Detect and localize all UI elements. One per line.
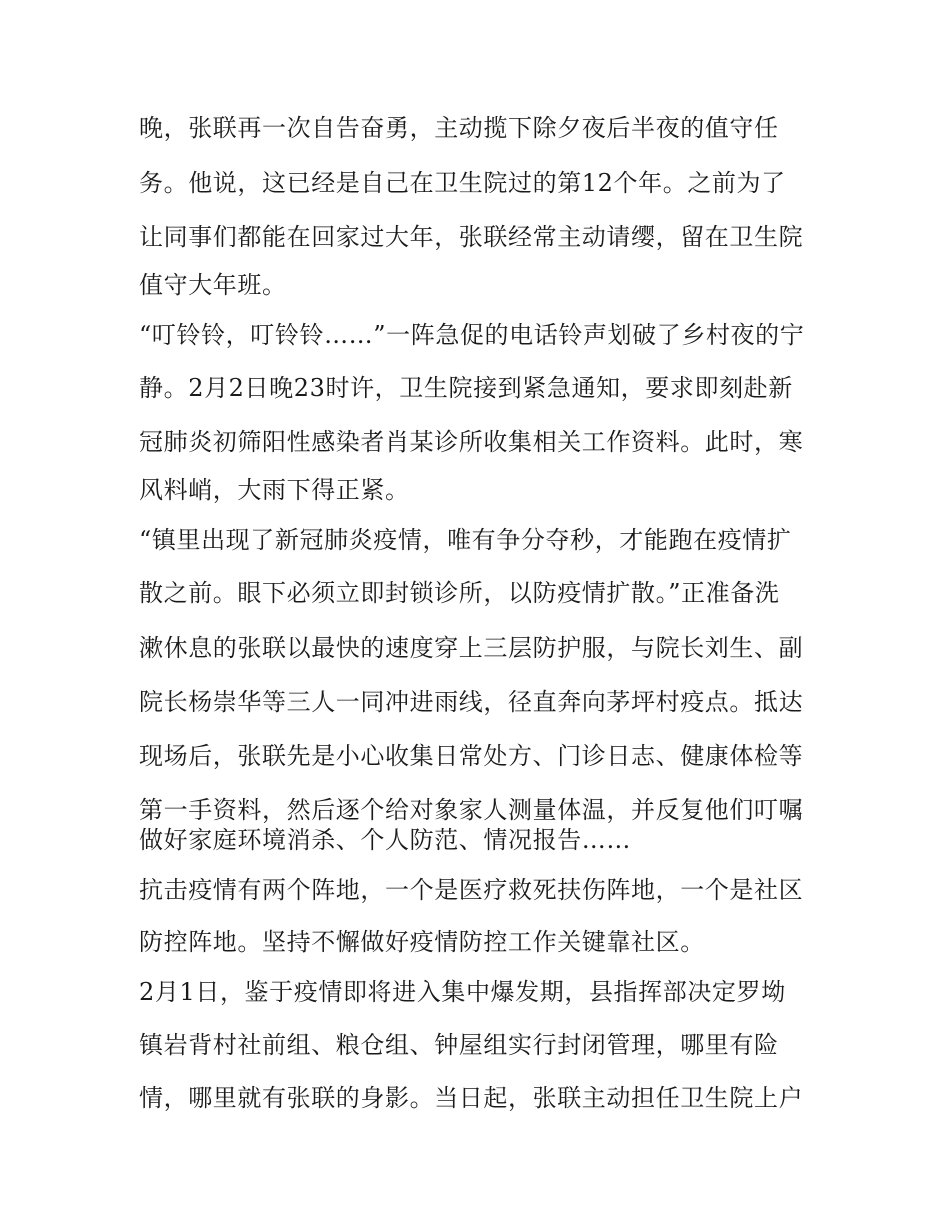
text-line: 2月1日，鉴于疫情即将进入集中爆发期，县指挥部决定罗坳 — [139, 978, 786, 1006]
text-line: 第一手资料，然后逐个给对象家人测量体温，并反复他们叮嘱 — [139, 796, 804, 824]
text-line: 院长杨崇华等三人一同冲进雨线，径直奔向茅坪村疫点。抵达 — [139, 688, 804, 716]
text-line: 漱休息的张联以最快的速度穿上三层防护服，与院长刘生、副 — [139, 634, 804, 662]
text-line: 散之前。眼下必须立即封锁诊所，以防疫情扩散。”正准备洗 — [139, 579, 780, 607]
text-line: 风料峭，大雨下得正紧。 — [139, 476, 410, 504]
text-line: 防控阵地。坚持不懈做好疫情防控工作关键靠社区。 — [139, 928, 705, 956]
text-line: 冠肺炎初筛阳性感染者肖某诊所收集相关工作资料。此时，寒 — [139, 428, 804, 456]
text-line: 现场后，张联先是小心收集日常处方、门诊日志、健康体检等 — [139, 742, 804, 770]
text-line: 务。他说，这已经是自己在卫生院过的第12个年。之前为了 — [139, 169, 786, 197]
text-line: 晚，张联再一次自告奋勇，主动揽下除夕夜后半夜的值守任 — [139, 114, 779, 142]
text-line: 值守大年班。 — [139, 271, 287, 299]
text-line: “镇里出现了新冠肺炎疫情，唯有争分夺秒，才能跑在疫情扩 — [139, 526, 792, 554]
text-line: 让同事们都能在回家过大年，张联经常主动请缨，留在卫生院 — [139, 223, 804, 251]
text-line: 镇岩背村社前组、粮仓组、钟屋组实行封闭管理，哪里有险 — [139, 1031, 779, 1059]
text-line: 抗击疫情有两个阵地，一个是医疗救死扶伤阵地，一个是社区 — [139, 876, 804, 904]
text-line: 静。2月2日晚23时许，卫生院接到紧急通知，要求即刻赴新 — [139, 374, 793, 402]
text-line: 情，哪里就有张联的身影。当日起，张联主动担任卫生院上户 — [139, 1084, 804, 1112]
text-line: “叮铃铃，叮铃铃……”一阵急促的电话铃声划破了乡村夜的宁 — [139, 321, 805, 349]
text-line: 做好家庭环境消杀、个人防范、情况报告…… — [139, 826, 631, 854]
